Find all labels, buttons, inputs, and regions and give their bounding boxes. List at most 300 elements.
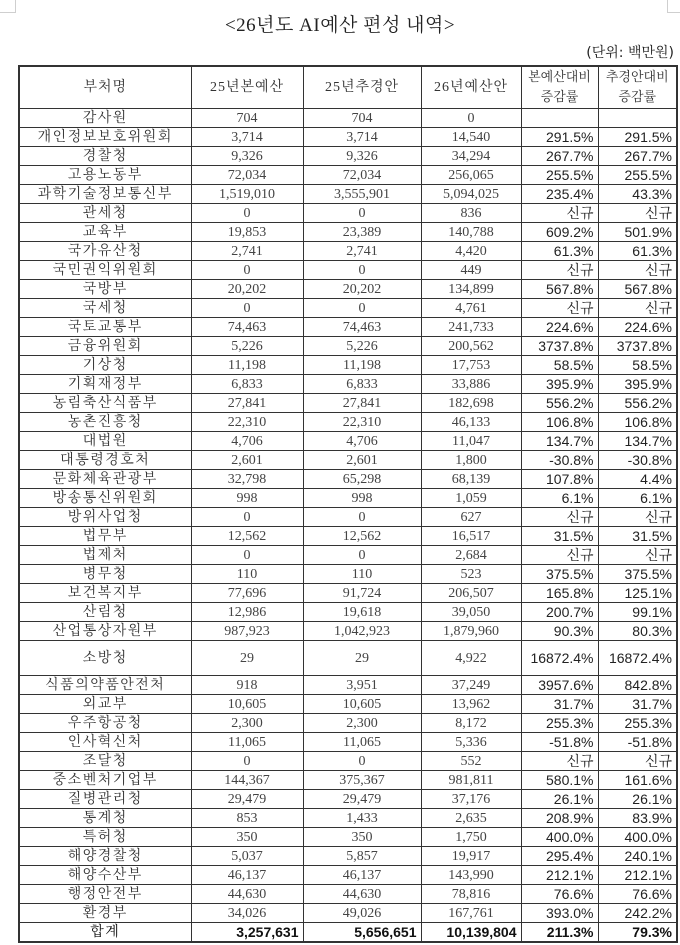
dept-cell: 해양경찰청 bbox=[19, 847, 191, 866]
budget26-cell: 256,065 bbox=[421, 166, 521, 185]
supp25-cell: 375,367 bbox=[303, 771, 421, 790]
vs-supp-cell: 31.5% bbox=[598, 527, 677, 546]
budget26-cell: 241,733 bbox=[421, 318, 521, 337]
table-row bbox=[19, 809, 677, 828]
dept-cell: 농촌진흥청 bbox=[19, 413, 191, 432]
table-row bbox=[19, 413, 677, 432]
vs-base-cell: 31.5% bbox=[521, 527, 598, 546]
supp25-cell: 0 bbox=[303, 299, 421, 318]
dept-cell: 해양수산부 bbox=[19, 866, 191, 885]
vs-base-cell: 393.0% bbox=[521, 904, 598, 923]
dept-cell: 산업통상자원부 bbox=[19, 622, 191, 641]
budget26-cell: 34,294 bbox=[421, 147, 521, 166]
base25-cell: 12,562 bbox=[191, 527, 303, 546]
budget26-cell: 449 bbox=[421, 261, 521, 280]
table-row bbox=[19, 261, 677, 280]
dept-cell: 국토교통부 bbox=[19, 318, 191, 337]
supp25-cell: 23,389 bbox=[303, 223, 421, 242]
document-title: <26년도 AI예산 편성 내역> bbox=[224, 15, 456, 36]
vs-base-cell: 211.3% bbox=[521, 923, 598, 943]
table-row bbox=[19, 603, 677, 622]
budget26-cell: 1,800 bbox=[421, 451, 521, 470]
table-row bbox=[19, 185, 677, 204]
table-row bbox=[19, 356, 677, 375]
supp25-cell: 9,326 bbox=[303, 147, 421, 166]
unit-note: (단위: 백만원) bbox=[586, 45, 674, 61]
table-body bbox=[19, 109, 677, 943]
dept-cell: 소방청 bbox=[19, 641, 191, 676]
table-row bbox=[19, 828, 677, 847]
vs-supp-cell: 99.1% bbox=[598, 603, 677, 622]
supp25-cell: 20,202 bbox=[303, 280, 421, 299]
base25-cell: 11,198 bbox=[191, 356, 303, 375]
vs-supp-cell: 161.6% bbox=[598, 771, 677, 790]
dept-cell: 조달청 bbox=[19, 752, 191, 771]
base25-cell: 853 bbox=[191, 809, 303, 828]
vs-base-cell: 255.3% bbox=[521, 714, 598, 733]
budget26-cell: 627 bbox=[421, 508, 521, 527]
dept-cell: 경찰청 bbox=[19, 147, 191, 166]
vs-supp-cell: 신규 bbox=[598, 546, 677, 565]
budget26-cell: 200,562 bbox=[421, 337, 521, 356]
budget26-cell: 37,176 bbox=[421, 790, 521, 809]
dept-cell: 기획재정부 bbox=[19, 375, 191, 394]
supp25-cell: 12,562 bbox=[303, 527, 421, 546]
base25-cell: 46,137 bbox=[191, 866, 303, 885]
base25-cell: 144,367 bbox=[191, 771, 303, 790]
table-row bbox=[19, 904, 677, 923]
supp25-cell: 1,042,923 bbox=[303, 622, 421, 641]
vs-supp-cell: 567.8% bbox=[598, 280, 677, 299]
budget26-cell: 8,172 bbox=[421, 714, 521, 733]
dept-cell: 방송통신위원회 bbox=[19, 489, 191, 508]
supp25-cell: 3,951 bbox=[303, 676, 421, 695]
vs-supp-cell: 255.5% bbox=[598, 166, 677, 185]
vs-base-cell: 267.7% bbox=[521, 147, 598, 166]
base25-cell: 3,257,631 bbox=[191, 923, 303, 943]
vs-base-cell: 신규 bbox=[521, 204, 598, 223]
dept-cell: 식품의약품안전처 bbox=[19, 676, 191, 695]
vs-supp-cell: 375.5% bbox=[598, 565, 677, 584]
supp25-cell: 5,857 bbox=[303, 847, 421, 866]
dept-cell: 국방부 bbox=[19, 280, 191, 299]
vs-supp-cell: 224.6% bbox=[598, 318, 677, 337]
vs-supp-cell: 125.1% bbox=[598, 584, 677, 603]
vs-base-cell: 신규 bbox=[521, 546, 598, 565]
base25-cell: 5,226 bbox=[191, 337, 303, 356]
table-row bbox=[19, 223, 677, 242]
supp25-cell: 11,065 bbox=[303, 733, 421, 752]
base25-cell: 4,706 bbox=[191, 432, 303, 451]
dept-cell: 법제처 bbox=[19, 546, 191, 565]
base25-cell: 72,034 bbox=[191, 166, 303, 185]
budget26-cell: 78,816 bbox=[421, 885, 521, 904]
budget26-cell: 1,059 bbox=[421, 489, 521, 508]
table-row bbox=[19, 676, 677, 695]
base25-cell: 34,026 bbox=[191, 904, 303, 923]
budget26-cell: 0 bbox=[421, 109, 521, 128]
vs-base-cell: 580.1% bbox=[521, 771, 598, 790]
vs-supp-cell bbox=[598, 109, 677, 128]
vs-base-cell: 26.1% bbox=[521, 790, 598, 809]
table-row bbox=[19, 451, 677, 470]
base25-cell: 10,605 bbox=[191, 695, 303, 714]
supp25-cell: 29,479 bbox=[303, 790, 421, 809]
dept-cell: 대법원 bbox=[19, 432, 191, 451]
base25-cell: 0 bbox=[191, 508, 303, 527]
supp25-cell: 4,706 bbox=[303, 432, 421, 451]
dept-cell: 보건복지부 bbox=[19, 584, 191, 603]
table-row bbox=[19, 109, 677, 128]
budget26-cell: 134,899 bbox=[421, 280, 521, 299]
supp25-cell: 10,605 bbox=[303, 695, 421, 714]
table-row bbox=[19, 695, 677, 714]
budget26-cell: 143,990 bbox=[421, 866, 521, 885]
vs-supp-cell: 31.7% bbox=[598, 695, 677, 714]
table-row bbox=[19, 790, 677, 809]
dept-cell: 법무부 bbox=[19, 527, 191, 546]
vs-base-cell: 신규 bbox=[521, 752, 598, 771]
budget26-cell: 206,507 bbox=[421, 584, 521, 603]
header-vs-base: 본예산대비 증감률 bbox=[521, 66, 598, 109]
base25-cell: 2,601 bbox=[191, 451, 303, 470]
table-row bbox=[19, 280, 677, 299]
vs-base-cell: -30.8% bbox=[521, 451, 598, 470]
dept-cell: 행정안전부 bbox=[19, 885, 191, 904]
supp25-cell: 22,310 bbox=[303, 413, 421, 432]
vs-base-cell: 107.8% bbox=[521, 470, 598, 489]
base25-cell: 74,463 bbox=[191, 318, 303, 337]
vs-base-cell: 200.7% bbox=[521, 603, 598, 622]
budget26-cell: 4,761 bbox=[421, 299, 521, 318]
dept-cell: 기상청 bbox=[19, 356, 191, 375]
table-row bbox=[19, 318, 677, 337]
vs-supp-cell: 4.4% bbox=[598, 470, 677, 489]
vs-supp-cell: 134.7% bbox=[598, 432, 677, 451]
budget26-cell: 39,050 bbox=[421, 603, 521, 622]
base25-cell: 998 bbox=[191, 489, 303, 508]
vs-supp-cell: 신규 bbox=[598, 261, 677, 280]
budget26-cell: 523 bbox=[421, 565, 521, 584]
base25-cell: 27,841 bbox=[191, 394, 303, 413]
vs-base-cell: 224.6% bbox=[521, 318, 598, 337]
vs-supp-cell: 395.9% bbox=[598, 375, 677, 394]
supp25-cell: 65,298 bbox=[303, 470, 421, 489]
supp25-cell: 11,198 bbox=[303, 356, 421, 375]
budget26-cell: 4,420 bbox=[421, 242, 521, 261]
table-row bbox=[19, 584, 677, 603]
vs-supp-cell: 26.1% bbox=[598, 790, 677, 809]
table-row bbox=[19, 565, 677, 584]
dept-cell: 농림축산식품부 bbox=[19, 394, 191, 413]
budget26-cell: 10,139,804 bbox=[421, 923, 521, 943]
vs-base-cell: 400.0% bbox=[521, 828, 598, 847]
base25-cell: 0 bbox=[191, 299, 303, 318]
vs-base-cell: 235.4% bbox=[521, 185, 598, 204]
table-row bbox=[19, 432, 677, 451]
vs-base-cell: 609.2% bbox=[521, 223, 598, 242]
vs-supp-cell: 신규 bbox=[598, 204, 677, 223]
vs-base-cell: 165.8% bbox=[521, 584, 598, 603]
table-row bbox=[19, 714, 677, 733]
table-row bbox=[19, 242, 677, 261]
vs-supp-cell: 신규 bbox=[598, 508, 677, 527]
budget26-cell: 2,635 bbox=[421, 809, 521, 828]
dept-cell: 과학기술정보통신부 bbox=[19, 185, 191, 204]
table-row bbox=[19, 885, 677, 904]
dept-cell: 질병관리청 bbox=[19, 790, 191, 809]
budget26-cell: 167,761 bbox=[421, 904, 521, 923]
vs-base-cell: 61.3% bbox=[521, 242, 598, 261]
supp25-cell: 110 bbox=[303, 565, 421, 584]
budget26-cell: 5,094,025 bbox=[421, 185, 521, 204]
table-header-row bbox=[19, 66, 677, 109]
dept-cell: 국가유산청 bbox=[19, 242, 191, 261]
vs-base-cell: 255.5% bbox=[521, 166, 598, 185]
supp25-cell: 0 bbox=[303, 508, 421, 527]
vs-base-cell: 신규 bbox=[521, 261, 598, 280]
vs-supp-cell: -51.8% bbox=[598, 733, 677, 752]
budget26-cell: 13,962 bbox=[421, 695, 521, 714]
dept-cell: 인사혁신처 bbox=[19, 733, 191, 752]
vs-supp-cell: 3737.8% bbox=[598, 337, 677, 356]
vs-supp-cell: 291.5% bbox=[598, 128, 677, 147]
vs-base-cell: -51.8% bbox=[521, 733, 598, 752]
supp25-cell: 0 bbox=[303, 752, 421, 771]
base25-cell: 0 bbox=[191, 204, 303, 223]
budget26-cell: 5,336 bbox=[421, 733, 521, 752]
supp25-cell: 350 bbox=[303, 828, 421, 847]
vs-base-cell: 134.7% bbox=[521, 432, 598, 451]
vs-supp-cell: 61.3% bbox=[598, 242, 677, 261]
supp25-cell: 6,833 bbox=[303, 375, 421, 394]
base25-cell: 19,853 bbox=[191, 223, 303, 242]
budget26-cell: 1,750 bbox=[421, 828, 521, 847]
vs-supp-cell: 76.6% bbox=[598, 885, 677, 904]
budget26-cell: 1,879,960 bbox=[421, 622, 521, 641]
table-row bbox=[19, 147, 677, 166]
vs-base-cell: 375.5% bbox=[521, 565, 598, 584]
dept-cell: 외교부 bbox=[19, 695, 191, 714]
supp25-cell: 27,841 bbox=[303, 394, 421, 413]
dept-cell: 중소벤처기업부 bbox=[19, 771, 191, 790]
base25-cell: 987,923 bbox=[191, 622, 303, 641]
supp25-cell: 44,630 bbox=[303, 885, 421, 904]
supp25-cell: 5,226 bbox=[303, 337, 421, 356]
dept-cell: 합계 bbox=[19, 923, 191, 943]
base25-cell: 0 bbox=[191, 261, 303, 280]
budget26-cell: 182,698 bbox=[421, 394, 521, 413]
budget26-cell: 68,139 bbox=[421, 470, 521, 489]
table-row bbox=[19, 375, 677, 394]
vs-base-cell: 567.8% bbox=[521, 280, 598, 299]
dept-cell: 고용노동부 bbox=[19, 166, 191, 185]
vs-supp-cell: 58.5% bbox=[598, 356, 677, 375]
supp25-cell: 0 bbox=[303, 261, 421, 280]
header-base25: 25년본예산 bbox=[191, 66, 303, 109]
base25-cell: 11,065 bbox=[191, 733, 303, 752]
supp25-cell: 5,656,651 bbox=[303, 923, 421, 943]
base25-cell: 2,300 bbox=[191, 714, 303, 733]
table-row bbox=[19, 771, 677, 790]
table-row bbox=[19, 128, 677, 147]
base25-cell: 32,798 bbox=[191, 470, 303, 489]
vs-supp-cell: 255.3% bbox=[598, 714, 677, 733]
vs-supp-cell: 79.3% bbox=[598, 923, 677, 943]
vs-base-cell: 90.3% bbox=[521, 622, 598, 641]
supp25-cell: 3,555,901 bbox=[303, 185, 421, 204]
budget26-cell: 33,886 bbox=[421, 375, 521, 394]
supp25-cell: 2,741 bbox=[303, 242, 421, 261]
supp25-cell: 49,026 bbox=[303, 904, 421, 923]
vs-base-cell: 31.7% bbox=[521, 695, 598, 714]
supp25-cell: 2,300 bbox=[303, 714, 421, 733]
table-row bbox=[19, 546, 677, 565]
vs-base-cell: 3737.8% bbox=[521, 337, 598, 356]
budget26-cell: 46,133 bbox=[421, 413, 521, 432]
table-row bbox=[19, 527, 677, 546]
dept-cell: 문화체육관광부 bbox=[19, 470, 191, 489]
table-row bbox=[19, 622, 677, 641]
budget26-cell: 16,517 bbox=[421, 527, 521, 546]
vs-supp-cell: 400.0% bbox=[598, 828, 677, 847]
vs-supp-cell: 106.8% bbox=[598, 413, 677, 432]
table-row bbox=[19, 641, 677, 676]
dept-cell: 병무청 bbox=[19, 565, 191, 584]
dept-cell: 금융위원회 bbox=[19, 337, 191, 356]
vs-supp-cell: 242.2% bbox=[598, 904, 677, 923]
base25-cell: 0 bbox=[191, 546, 303, 565]
header-dept: 부처명 bbox=[19, 66, 191, 109]
base25-cell: 22,310 bbox=[191, 413, 303, 432]
vs-supp-cell: 267.7% bbox=[598, 147, 677, 166]
supp25-cell: 704 bbox=[303, 109, 421, 128]
base25-cell: 350 bbox=[191, 828, 303, 847]
dept-cell: 교육부 bbox=[19, 223, 191, 242]
vs-supp-cell: 501.9% bbox=[598, 223, 677, 242]
budget26-cell: 37,249 bbox=[421, 676, 521, 695]
header-budget26: 26년예산안 bbox=[421, 66, 521, 109]
vs-base-cell: 212.1% bbox=[521, 866, 598, 885]
dept-cell: 통계청 bbox=[19, 809, 191, 828]
vs-base-cell: 16872.4% bbox=[521, 641, 598, 676]
header-supp25: 25년추경안 bbox=[303, 66, 421, 109]
table-row bbox=[19, 337, 677, 356]
vs-base-cell: 신규 bbox=[521, 508, 598, 527]
vs-base-cell: 208.9% bbox=[521, 809, 598, 828]
dept-cell: 대통령경호처 bbox=[19, 451, 191, 470]
base25-cell: 2,741 bbox=[191, 242, 303, 261]
table-row bbox=[19, 166, 677, 185]
vs-base-cell: 58.5% bbox=[521, 356, 598, 375]
supp25-cell: 0 bbox=[303, 546, 421, 565]
supp25-cell: 72,034 bbox=[303, 166, 421, 185]
header-vs-supp: 추경안대비 증감률 bbox=[598, 66, 677, 109]
base25-cell: 29,479 bbox=[191, 790, 303, 809]
dept-cell: 개인정보보호위원회 bbox=[19, 128, 191, 147]
base25-cell: 44,630 bbox=[191, 885, 303, 904]
budget26-cell: 140,788 bbox=[421, 223, 521, 242]
dept-cell: 방위사업청 bbox=[19, 508, 191, 527]
base25-cell: 6,833 bbox=[191, 375, 303, 394]
table-row bbox=[19, 508, 677, 527]
table-row bbox=[19, 733, 677, 752]
vs-base-cell: 295.4% bbox=[521, 847, 598, 866]
base25-cell: 918 bbox=[191, 676, 303, 695]
vs-supp-cell: 556.2% bbox=[598, 394, 677, 413]
dept-cell: 환경부 bbox=[19, 904, 191, 923]
table-row bbox=[19, 847, 677, 866]
budget26-cell: 14,540 bbox=[421, 128, 521, 147]
dept-cell: 관세청 bbox=[19, 204, 191, 223]
budget26-cell: 17,753 bbox=[421, 356, 521, 375]
vs-supp-cell: 신규 bbox=[598, 299, 677, 318]
table-row bbox=[19, 752, 677, 771]
dept-cell: 우주항공청 bbox=[19, 714, 191, 733]
table-row bbox=[19, 394, 677, 413]
vs-base-cell: 106.8% bbox=[521, 413, 598, 432]
supp25-cell: 2,601 bbox=[303, 451, 421, 470]
supp25-cell: 3,714 bbox=[303, 128, 421, 147]
budget26-cell: 4,922 bbox=[421, 641, 521, 676]
vs-supp-cell: 83.9% bbox=[598, 809, 677, 828]
vs-base-cell: 6.1% bbox=[521, 489, 598, 508]
table-row bbox=[19, 470, 677, 489]
vs-base-cell: 291.5% bbox=[521, 128, 598, 147]
budget26-cell: 981,811 bbox=[421, 771, 521, 790]
supp25-cell: 91,724 bbox=[303, 584, 421, 603]
base25-cell: 12,986 bbox=[191, 603, 303, 622]
table-total-row bbox=[19, 923, 677, 943]
table-row bbox=[19, 204, 677, 223]
vs-supp-cell: 212.1% bbox=[598, 866, 677, 885]
base25-cell: 20,202 bbox=[191, 280, 303, 299]
ai-budget-table bbox=[18, 65, 678, 943]
vs-base-cell: 76.6% bbox=[521, 885, 598, 904]
supp25-cell: 1,433 bbox=[303, 809, 421, 828]
vs-base-cell: 3957.6% bbox=[521, 676, 598, 695]
base25-cell: 110 bbox=[191, 565, 303, 584]
supp25-cell: 0 bbox=[303, 204, 421, 223]
base25-cell: 704 bbox=[191, 109, 303, 128]
vs-base-cell: 556.2% bbox=[521, 394, 598, 413]
supp25-cell: 29 bbox=[303, 641, 421, 676]
base25-cell: 3,714 bbox=[191, 128, 303, 147]
table-row bbox=[19, 489, 677, 508]
supp25-cell: 74,463 bbox=[303, 318, 421, 337]
supp25-cell: 998 bbox=[303, 489, 421, 508]
base25-cell: 0 bbox=[191, 752, 303, 771]
vs-supp-cell: 신규 bbox=[598, 752, 677, 771]
dept-cell: 감사원 bbox=[19, 109, 191, 128]
vs-supp-cell: -30.8% bbox=[598, 451, 677, 470]
vs-supp-cell: 240.1% bbox=[598, 847, 677, 866]
budget26-cell: 552 bbox=[421, 752, 521, 771]
budget26-cell: 19,917 bbox=[421, 847, 521, 866]
vs-supp-cell: 43.3% bbox=[598, 185, 677, 204]
dept-cell: 국민권익위원회 bbox=[19, 261, 191, 280]
vs-supp-cell: 16872.4% bbox=[598, 641, 677, 676]
base25-cell: 29 bbox=[191, 641, 303, 676]
budget26-cell: 2,684 bbox=[421, 546, 521, 565]
dept-cell: 국세청 bbox=[19, 299, 191, 318]
vs-supp-cell: 80.3% bbox=[598, 622, 677, 641]
vs-supp-cell: 6.1% bbox=[598, 489, 677, 508]
vs-base-cell: 395.9% bbox=[521, 375, 598, 394]
base25-cell: 5,037 bbox=[191, 847, 303, 866]
base25-cell: 9,326 bbox=[191, 147, 303, 166]
vs-base-cell: 신규 bbox=[521, 299, 598, 318]
